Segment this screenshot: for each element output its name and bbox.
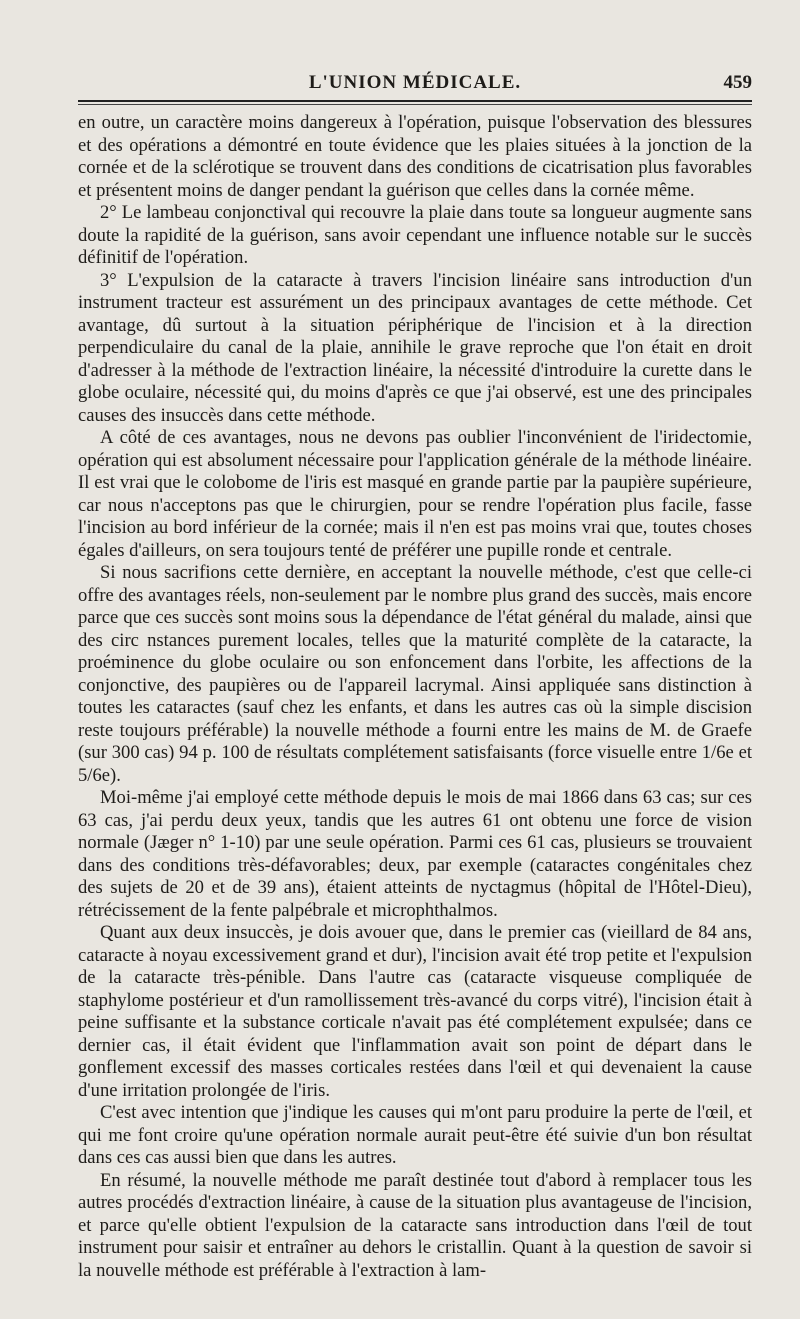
paragraph: en outre, un caractère moins dangereux à l'opération, puisque l'observation des blessures et des opérations a démontré en toute évidence que les plaies situées à la jonction de la cornée et de la sclérotique se trouvent dans des conditions de cicatrisation plus favorables et présentent moins de danger pendant la guérison que celles dans la cornée même. <box>78 112 752 201</box>
page-header <box>78 66 752 96</box>
paragraph: 2° Le lambeau conjonctival qui recouvre la plaie dans toute sa longueur augmente sans doute la rapidité de la guérison, sans avoir cependant une influence notable sur le succès définitif de l'opération. <box>78 202 752 268</box>
header-rule-thin <box>78 104 752 105</box>
running-title: L'UNION MÉDICALE. <box>308 72 522 93</box>
header-rule <box>78 100 752 102</box>
paragraph: Quant aux deux insuccès, je dois avouer que, dans le premier cas (vieillard de 84 ans, cataracte à noyau excessivement grand et dur), l'incision avait été trop petite et l'expulsion de la cataracte très-pénible. Dans l'autre cas (cataracte visqueuse compliquée de staphylome postérieur et d'un ramollissement très-avancé du corps vitré), l'incision était à peine suffisante et la substance corticale n'avait pas été complétement expulsée; dans ce dernier cas, il était évident que l'inflammation avait son point de départ dans le gonflement excessif des masses corticales restées dans l'œil et qui devenaient la cause d'une irritation prolongée de l'iris. <box>78 922 752 1101</box>
paragraph: Moi-même j'ai employé cette méthode depuis le mois de mai 1866 dans 63 cas; sur ces 63 cas, j'ai perdu deux yeux, tandis que les autres 61 ont obtenu une force de vision normale (Jæger n° 1-10) par une seule opération. Parmi ces 61 cas, plusieurs se trouvaient dans des conditions très-défavorables; deux, par exemple (cataractes congénitales chez des sujets de 20 et de 39 ans), étaient atteints de nyctagmus (hôpital de l'Hôtel-Dieu), rétrécissement de la fente palpébrale et microphthalmos. <box>78 787 752 921</box>
paragraph: A côté de ces avantages, nous ne devons pas oublier l'inconvénient de l'iridectomie, opération qui est absolument nécessaire pour l'application générale de la méthode linéaire. Il est vrai que le colobome de l'iris est masqué en grande partie par la paupière supérieure, car nous n'acceptons pas que le chirurgien, pour se rendre l'opération plus facile, fasse l'incision au bord inférieur de la cornée; mais il n'en est pas moins vrai que, toutes choses égales d'ailleurs, on sera toujours tenté de préférer une pupille ronde et centrale. <box>78 427 752 561</box>
body-text <box>78 112 752 1282</box>
paragraph: C'est avec intention que j'indique les causes qui m'ont paru produire la perte de l'œil, et qui me font croire qu'une opération normale aurait peut-être été suivie d'un bon résultat dans ces cas aussi bien que dans les autres. <box>78 1102 752 1168</box>
paragraph: Si nous sacrifions cette dernière, en acceptant la nouvelle méthode, c'est que celle-ci offre des avantages réels, non-seulement par le nombre plus grand des succès, mais encore parce que ces succès sont moins sous la dépendance de l'état général du malade, ainsi que des circ nstances purement locales, telles que la maturité complète de la cataracte, la proéminence du globe oculaire ou son enfoncement dans l'orbite, les affections de la conjonctive, des paupières ou de l'appareil lacrymal. Ainsi appliquée sans distinction à toutes les cataractes (sauf chez les enfants, et dans les autres cas où la simple discision reste toujours préférable) la nouvelle méthode a fourni entre les mains de M. de Graefe (sur 300 cas) 94 p. 100 de résultats complétement satisfaisants (force visuelle entre 1/6e et 5/6e). <box>78 562 752 786</box>
paragraph: 3° L'expulsion de la cataracte à travers l'incision linéaire sans introduction d'un instrument tracteur est assurément un des principaux avantages de cette méthode. Cet avantage, dû surtout à la situation périphérique de l'incision et à la direction perpendiculaire du canal de la plaie, annihile le grave reproche que l'on était en droit d'adresser à la méthode de l'extraction linéaire, la nécessité d'introduire la curette dans le globe oculaire, nécessité qui, du moins d'après ce que j'ai observé, est une des principales causes des insuccès dans cette méthode. <box>78 269 752 426</box>
page-number: 459 <box>723 72 752 93</box>
paragraph: En résumé, la nouvelle méthode me paraît destinée tout d'abord à remplacer tous les autres procédés d'extraction linéaire, à cause de la situation plus avantageuse de l'incision, et parce qu'elle obtient l'expulsion de la cataracte sans introduction dans l'œil de tout instrument pour saisir et entraîner au dehors le cristallin. Quant à la question de savoir si la nouvelle méthode est préférable à l'extraction à lam- <box>78 1169 752 1281</box>
